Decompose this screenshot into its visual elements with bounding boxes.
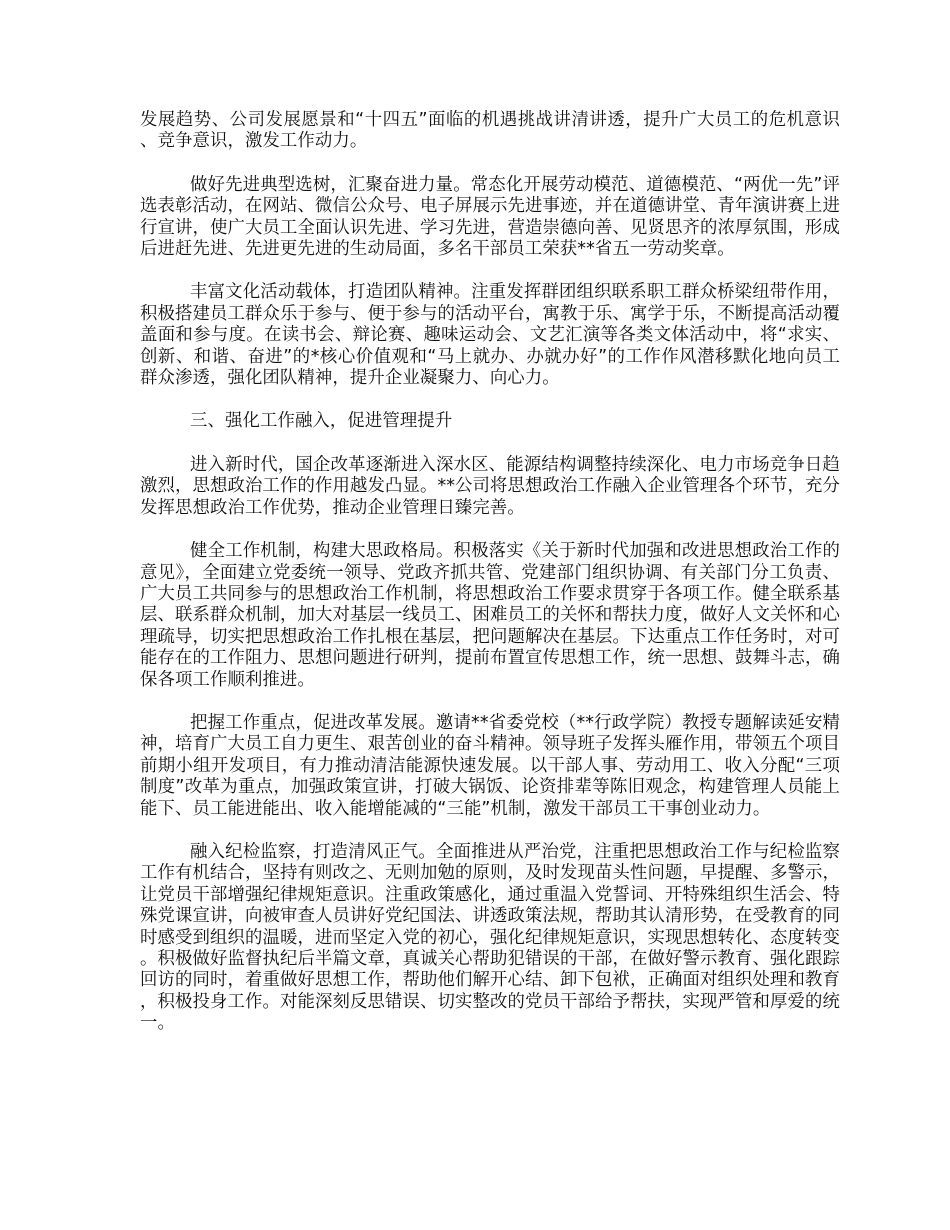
paragraph-discipline-inspection: 融入纪检监察，打造清风正气。全面推进从严治党，注重把思想政治工作与纪检监察工作有机结合，坚持有则改之、无则加勉的原则，及时发现苗头性问题，早提醒、多警示，让党员干部增强纪律规矩意识。注重政策感化，通过重温入党誓词、开特殊组织生活会、特殊党课宣讲，向被审查人员讲好党纪国法、讲透政策法规，帮助其认清形势，在受教育的同时感受到组织的温暖，进而坚定入党的初心，强化纪律规矩意识，实现思想转化、态度转变。积极做好监督执纪后半篇文章，真诚关心帮助犯错误的干部，在做好警示教育、强化跟踪回访的同时，着重做好思想工作，帮助他们解开心结、卸下包袱，正确面对组织处理和教育，积极投身工作。对能深刻反思错误、切实整改的党员干部给予帮扶，实现严管和厚爱的统一。 [140, 841, 840, 1034]
paragraph-work-focus: 把握工作重点，促进改革发展。邀请**省委党校（**行政学院）教授专题解读延安精神，培育广大员工自力更生、艰苦创业的奋斗精神。领导班子发挥头雁作用，带领五个项目前期小组开发项目，有力推动清洁能源快速发展。以干部人事、劳动用工、收入分配“三项制度”改革为重点，加强政策宣讲，打破大锅饭、论资排辈等陈旧观念，构建管理人员能上能下、员工能进能出、收入能增能减的“三能”机制，激发干部员工干事创业动力。 [140, 712, 840, 819]
paragraph-advanced-models: 做好先进典型选树，汇聚奋进力量。常态化开展劳动模范、道德模范、“两优一先”评选表彰活动，在网站、微信公众号、电子屏展示先进事迹，并在道德讲堂、青年演讲赛上进行宣讲，使广大员工全面认识先进、学习先进，营造崇德向善、见贤思齐的浓厚氛围，形成后进赶先进、先进更先进的生动局面，多名干部员工荣获**省五一劳动奖章。 [140, 174, 840, 260]
document-body [140, 110, 840, 1057]
paragraph-continuation: 发展趋势、公司发展愿景和“十四五”面临的机遇挑战讲清讲透，提升广大员工的危机意识、竞争意识，激发工作动力。 [140, 110, 840, 152]
paragraph-new-era: 进入新时代，国企改革逐渐进入深水区、能源结构调整持续深化、电力市场竞争日趋激烈，思想政治工作的作用越发凸显。**公司将思想政治工作融入企业管理各个环节，充分发挥思想政治工作优势，推动企业管理日臻完善。 [140, 454, 840, 518]
paragraph-work-mechanism: 健全工作机制，构建大思政格局。积极落实《关于新时代加强和改进思想政治工作的意见》，全面建立党委统一领导、党政齐抓共管、党建部门组织协调、有关部门分工负责、广大员工共同参与的思想政治工作机制，将思想政治工作要求贯穿于各项工作。健全联系基层、联系群众机制，加大对基层一线员工、困难员工的关怀和帮扶力度，做好人文关怀和心理疏导，切实把思想政治工作扎根在基层，把问题解决在基层。下达重点工作任务时，对可能存在的工作阻力、思想问题进行研判，提前布置宣传思想工作，统一思想、鼓舞斗志，确保各项工作顺利推进。 [140, 541, 840, 690]
paragraph-cultural-activities: 丰富文化活动载体，打造团队精神。注重发挥群团组织联系职工群众桥梁纽带作用，积极搭建员工群众乐于参与、便于参与的活动平台，寓教于乐、寓学于乐，不断提高活动覆盖面和参与度。在读书会、辩论赛、趣味运动会、文艺汇演等各类文体活动中，将“求实、创新、和谐、奋进”的*核心价值观和“马上就办、办就办好”的工作作风潜移默化地向员工群众渗透，强化团队精神，提升企业凝聚力、向心力。 [140, 282, 840, 389]
section-heading-3: 三、强化工作融入，促进管理提升 [190, 411, 453, 432]
